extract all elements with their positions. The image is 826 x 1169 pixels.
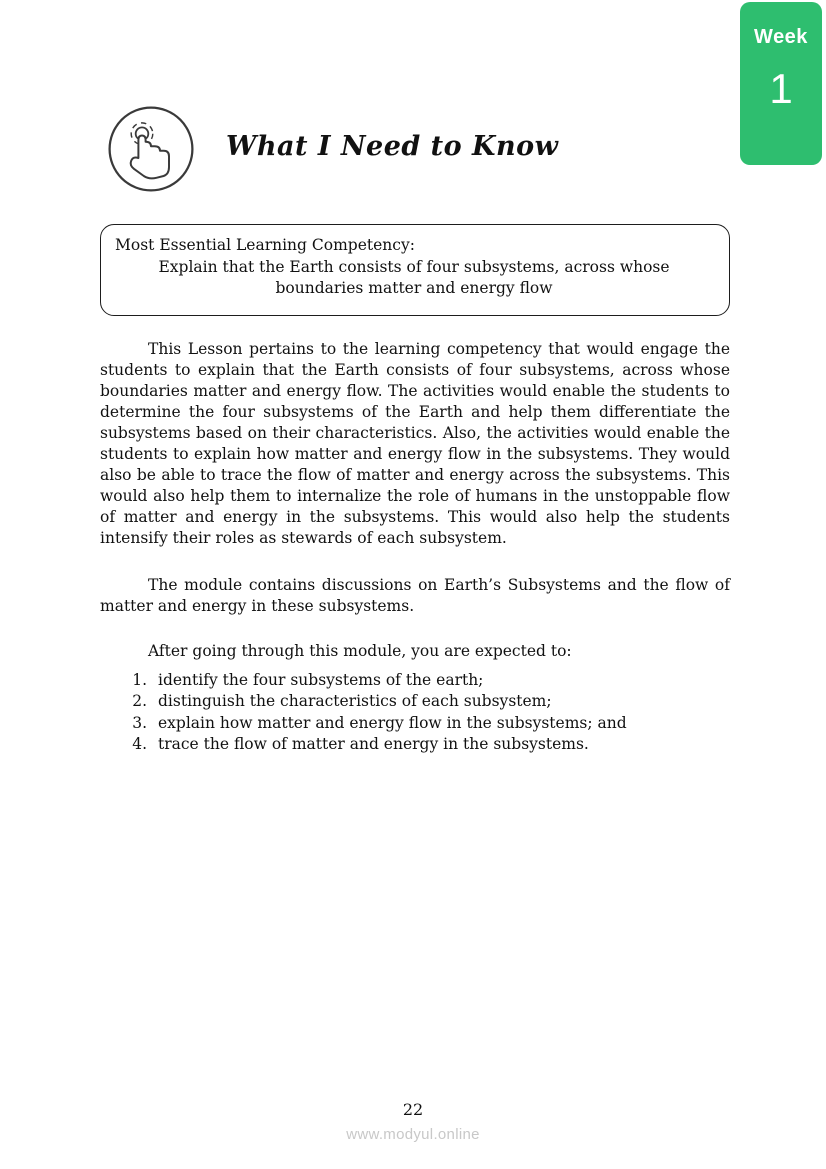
objective-item: 2. distinguish the characteristics of each subsystem; — [152, 691, 730, 712]
melc-box — [100, 224, 730, 316]
watermark-url: www.modyul.online — [346, 1126, 480, 1143]
melc-body: Explain that the Earth consists of four subsystems, across whose boundaries matter and energy flow — [158, 257, 670, 297]
objective-item: 4. trace the flow of matter and energy in the subsystems. — [152, 734, 730, 755]
page-number: 22 — [402, 1100, 424, 1119]
tap-hand-icon — [106, 104, 196, 194]
objectives-list — [130, 670, 730, 756]
section-header — [106, 104, 558, 194]
paragraph-module-contents: The module contains discussions on Earth’s Subsystems and the flow of matter and energy in these subsystems. — [100, 575, 730, 615]
objective-item: 3. explain how matter and energy flow in the subsystems; and — [152, 713, 730, 734]
week-number: 1 — [769, 65, 793, 112]
content-area — [100, 224, 730, 755]
page-title: What I Need to Know — [226, 130, 559, 162]
objective-item: 1. identify the four subsystems of the earth; — [152, 670, 730, 691]
week-tab — [740, 2, 822, 165]
paragraph-expectations-intro: After going through this module, you are expected to: — [148, 641, 572, 660]
week-label: Week — [754, 26, 808, 48]
paragraph-lesson-overview: This Lesson pertains to the learning competency that would engage the students to explain that the Earth consists of four subsystems, across whose boundaries matter and energy flow. The activities would enable the students to determine the four subsystems of the Earth and help them differentiate the subsystems based on their characteristics. Also, the activities would enable the students to explain how matter and energy flow in the subsystems. They would also be able to trace the flow of matter and energy across the subsystems. This would also help them to internalize the role of humans in the unstoppable flow of matter and energy in the subsystems. This would also help the students intensify their roles as stewards of each subsystem. — [100, 339, 730, 548]
melc-heading: Most Essential Learning Competency: — [115, 236, 415, 254]
